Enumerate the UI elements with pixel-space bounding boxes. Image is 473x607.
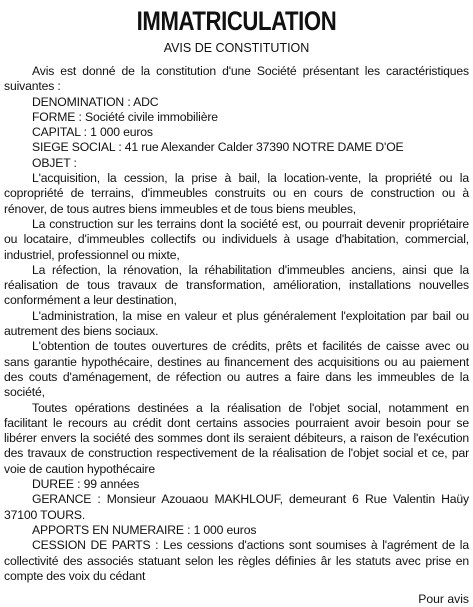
- notice-subtitle: AVIS DE CONSTITUTION: [163, 41, 310, 55]
- objet-paragraph-refection: La réfection, la rénovation, la réhabilitation d'immeubles anciens, ainsi que la réalisation de tous travaux de transformation, amélioration, installations nouvelles conformément a leur destination,: [4, 262, 469, 308]
- notice-body: [4, 64, 469, 584]
- siege-social-line: SIEGE SOCIAL : 41 rue Alexander Calder 37390 NOTRE DAME D'OE: [32, 140, 404, 155]
- objet-paragraph-acquisition: L'acquisition, la cession, la prise à bail, la location-vente, la propriété ou la copropriété de terrains, d'immeubles construits ou en cours de construction ou à rénover, de tous autres biens immeubles et de tous biens meubles,: [4, 171, 469, 216]
- signature: Pour avis: [418, 592, 469, 607]
- gerance-line: GERANCE : Monsieur Azouaou MAKHLOUF, demeurant 6 Rue Valentin Haüy 37100 TOURS.: [4, 492, 469, 522]
- notice-title: IMMATRICULATION: [136, 6, 337, 36]
- objet-paragraph-administration: L'administration, la mise en valeur et plus généralement l'exploitation par bail ou autrement des biens sociaux.: [4, 308, 469, 339]
- forme-line: FORME : Société civile immobilière: [32, 109, 218, 124]
- objet-heading: OBJET :: [32, 155, 77, 170]
- objet-paragraph-operations: Toutes opérations destinées a la réalisation de l'objet social, notamment en facilitant le recours au crédit dont certains associes pourraient avoir besoin pour se libérer envers la société des sommes dont ils seraient débiteurs, a raison de l'exécution des travaux de construction respectivement de la réalisation de l'objet social et ce, par voie de caution hypothécaire: [4, 400, 469, 476]
- objet-paragraph-credits: L'obtention de toutes ouvertures de crédits, prêts et facilités de caisse avec ou sans garantie hypothécaire, destines au financement des acquisitions ou au paiement des couts d'aménagement, de réfection ou autres a faire dans les immeubles de la société,: [4, 339, 469, 400]
- apports-line: APPORTS EN NUMERAIRE : 1 000 euros: [32, 522, 257, 537]
- cession-parts-paragraph: CESSION DE PARTS : Les cessions d'actions sont soumises à l'agrément de la collectivité des associés statuant selon les règles définies âr les statuts avec prise en compte des voix du cédant: [4, 538, 469, 583]
- denomination-line: DENOMINATION : ADC: [32, 94, 159, 109]
- capital-line: CAPITAL : 1 000 euros: [32, 125, 153, 140]
- duree-line: DUREE : 99 années: [32, 477, 140, 492]
- intro-paragraph: Avis est donné de la constitution d'une Société présentant les caractéristiques suivantes :: [4, 64, 469, 94]
- objet-paragraph-construction: La construction sur les terrains dont la société est, ou pourrait devenir propriétaire ou locataire, d'immeubles collectifs ou individuels à usage d'habitation, commercial, industriel, professionnel ou mixte,: [4, 216, 469, 262]
